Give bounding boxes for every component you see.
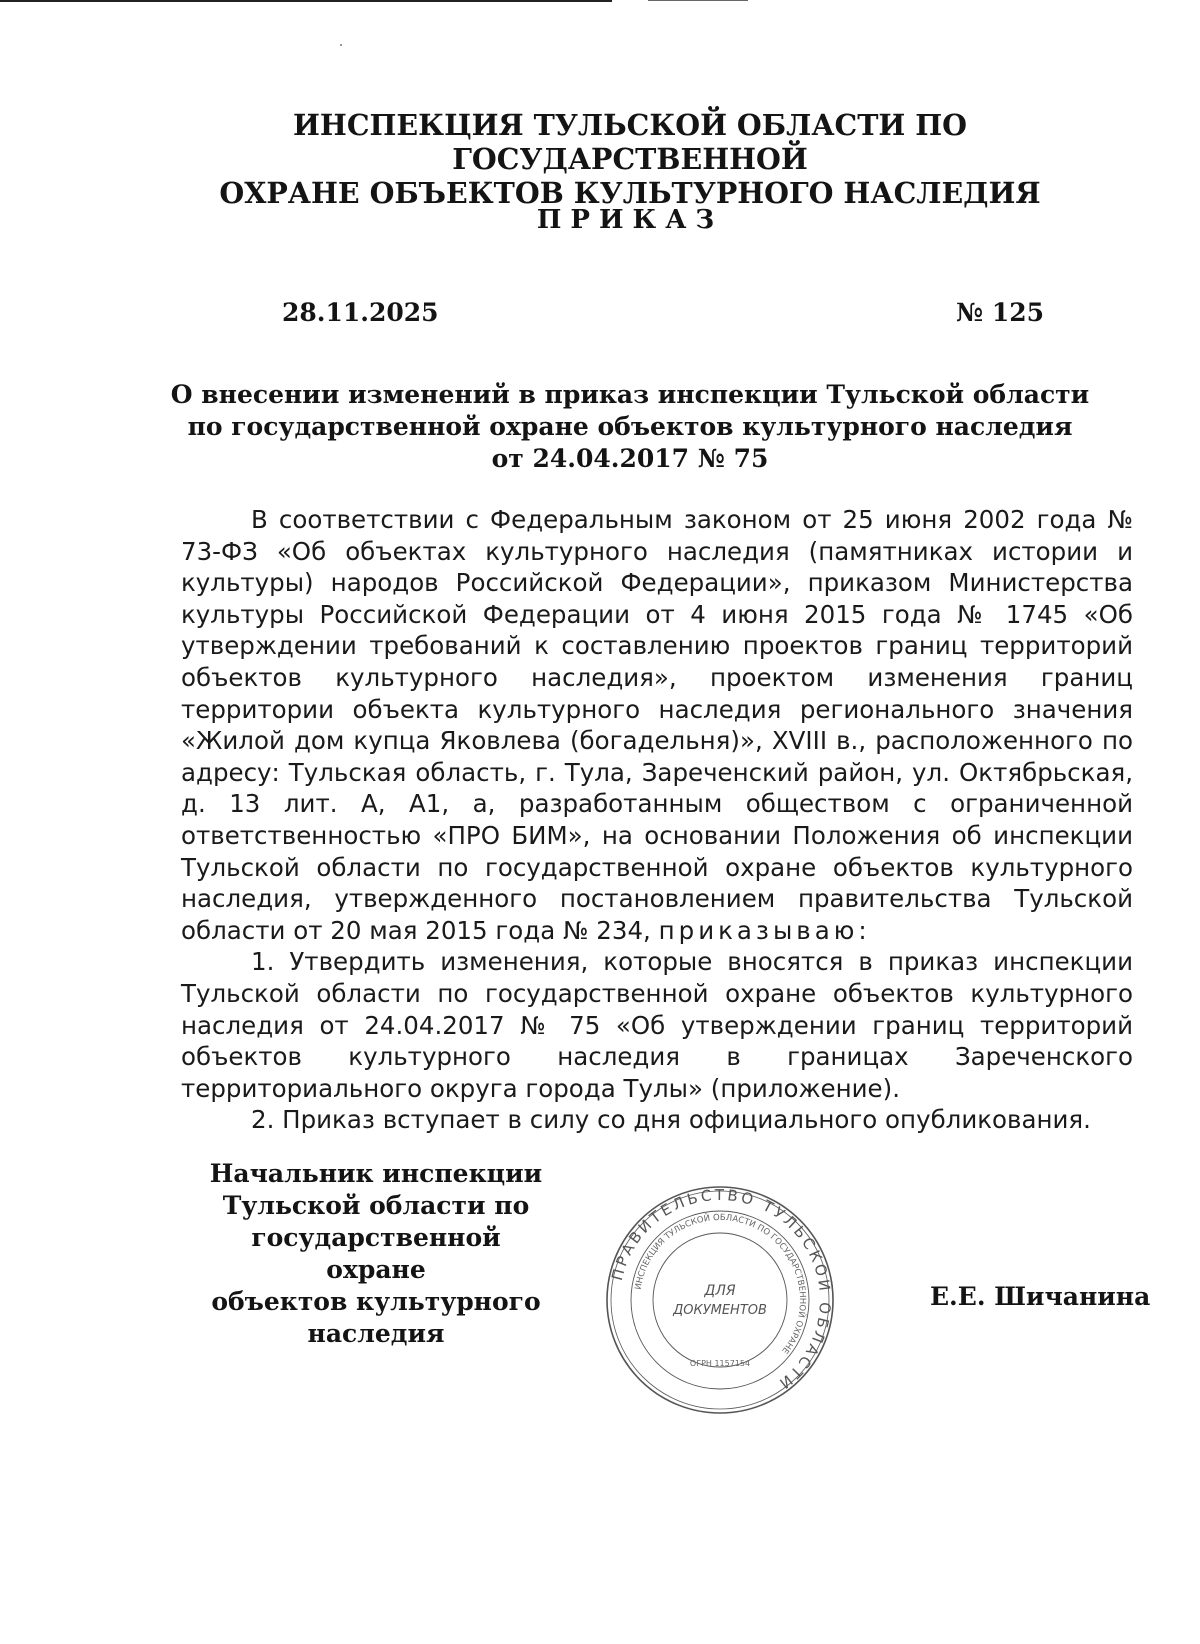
document-number: № 125 [956, 298, 1045, 327]
order-item-2: 2. Приказ вступает в силу со дня официального опубликования. [251, 1105, 1091, 1135]
order-item-1: 1. Утвердить изменения, которые вносятся в приказ инспекции Тульской области по государственной охране объектов культурного наследия от 24.04.2017 № 75 «Об утверждении границ территорий объектов культурного наследия в границах Зареченского территориального округа города Тулы» (приложение). [181, 947, 1133, 1103]
official-seal [600, 1180, 840, 1420]
signer-title-line-4: объектов культурного [211, 1287, 541, 1316]
subject-line-1: О внесении изменений в приказ инспекции Тульской области [170, 380, 1090, 409]
subject-line-3: от 24.04.2017 № 75 [491, 444, 769, 473]
document-type: ПРИКАЗ [536, 205, 724, 235]
signer-title-line-5: наследия [307, 1319, 445, 1348]
scan-edge-line-right [648, 0, 748, 1]
signer-name: Е.Е. Шичанина [930, 1282, 1151, 1311]
seal-center-line-2: ДОКУМЕНТОВ [673, 1303, 767, 1318]
preamble-text: В соответствии с Федеральным законом от 25 июня 2002 года № 73-ФЗ «Об объектах культурного наследия (памятниках истории и культуры) народов Российской Федерации», приказом Министерства культуры Российской Федерации от 4 июня 2015 года № 1745 «Об утверждении требований к составлению проектов границ территорий объектов культурного наследия», проектом изменения границ территории объекта культурного наследия регионального значения «Жилой дом купца Яковлева (богадельня)», XVIII в., расположенного по адресу: Тульская область, г. Тула, Зареченский район, ул. Октябрьская, д. 13 лит. А, А1, а, разработанным обществом с ограниченной ответственностью «ПРО БИМ», на основании Положения об инспекции Тульской области по государственной охране объектов культурного наследия, утвержденного постановлением правительства Тульской области от 20 мая 2015 года № 234, [181, 505, 1133, 945]
signer-title-line-1: Начальник инспекции [209, 1159, 543, 1188]
signer-title-line-2: Тульской области по [222, 1191, 530, 1220]
signer-title [206, 1158, 546, 1350]
document-subject [160, 379, 1100, 475]
preamble-paragraph [181, 504, 1133, 946]
signer-title-line-3: государственной охране [251, 1223, 501, 1284]
seal-outer-text-path: ПРАВИТЕЛЬСТВО ТУЛЬСКОЙ ОБЛАСТИ [607, 1185, 835, 1395]
scan-edge-line [0, 0, 612, 2]
seal-center-line-1: ДЛЯ [704, 1283, 736, 1299]
order-word: приказываю: [658, 915, 871, 945]
organization-header [150, 108, 1110, 210]
seal-ogrn: ОГРН 1157154 [689, 1359, 751, 1368]
document-date: 28.11.2025 [282, 298, 439, 327]
subject-line-2: по государственной охране объектов культурного наследия [187, 412, 1073, 441]
document-body [181, 504, 1133, 1136]
seal-inner-text-path: ИНСПЕКЦИЯ ТУЛЬСКОЙ ОБЛАСТИ ПО ГОСУДАРСТВЕННОЙ ОХРАНЕ [633, 1212, 808, 1356]
organization-line-1: ИНСПЕКЦИЯ ТУЛЬСКОЙ ОБЛАСТИ ПО ГОСУДАРСТВЕННОЙ [292, 108, 968, 176]
organization-line-2: ОХРАНЕ ОБЪЕКТОВ КУЛЬТУРНОГО НАСЛЕДИЯ [219, 176, 1041, 210]
scan-speck [340, 44, 342, 46]
